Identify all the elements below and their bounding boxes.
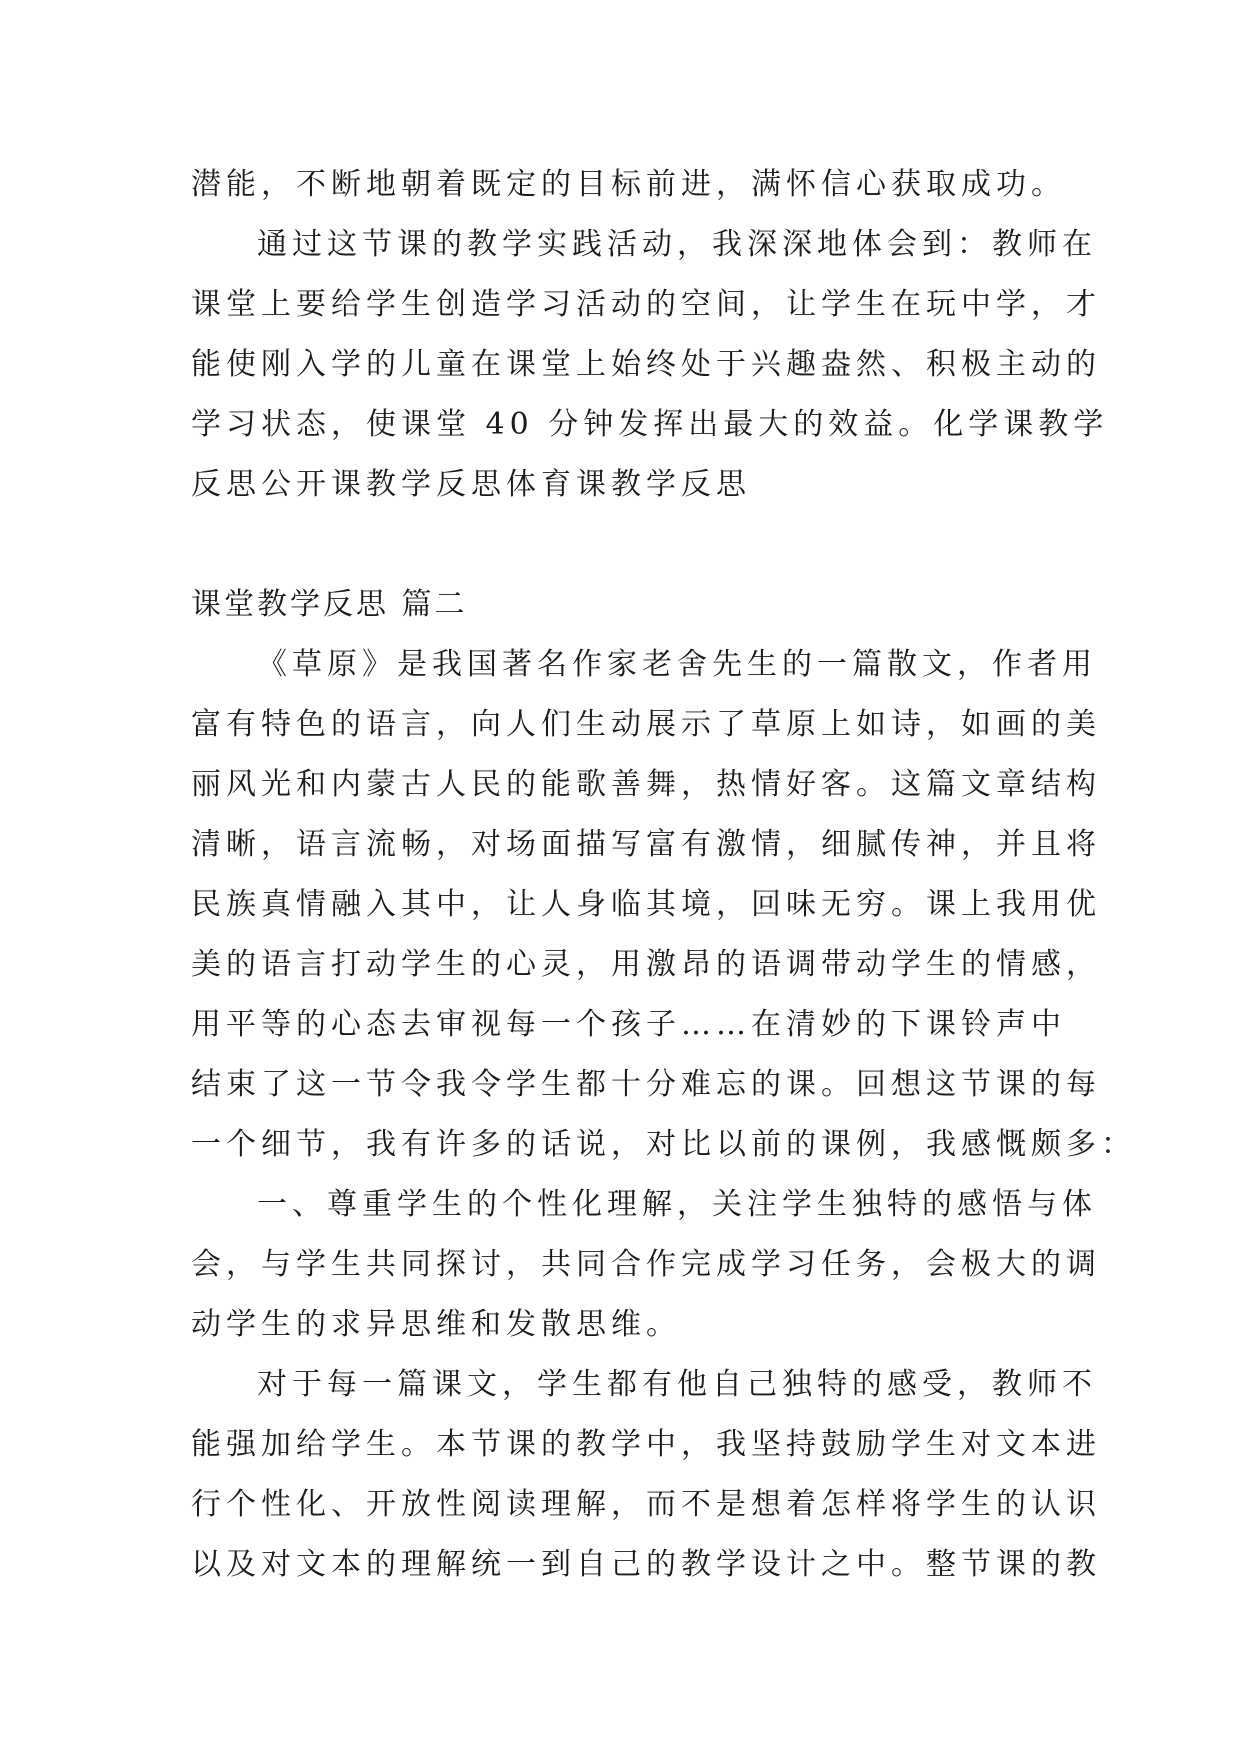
paragraph-line: 一个细节，我有许多的话说，对比以前的课例，我感慨颇多： — [191, 1127, 1136, 1162]
paragraph-line: 能强加给学生。本节课的教学中，我坚持鼓励学生对文本进 — [191, 1427, 1101, 1462]
paragraph-line: 行个性化、开放性阅读理解，而不是想着怎样将学生的认识 — [191, 1487, 1101, 1522]
document-body — [191, 155, 1136, 1595]
paragraph-line: 清晰，语言流畅，对场面描写富有激情，细腻传神，并且将 — [191, 827, 1101, 862]
paragraph-line: 结束了这一节令我令学生都十分难忘的课。回想这节课的每 — [191, 1067, 1101, 1102]
spacer — [191, 515, 1071, 575]
paragraph-line: 潜能，不断地朝着既定的目标前进，满怀信心获取成功。 — [191, 167, 1066, 202]
paragraph-line: 动学生的求异思维和发散思维。 — [191, 1307, 681, 1342]
section-heading: 课堂教学反思 篇二 — [191, 587, 468, 622]
paragraph-line: 课堂上要给学生创造学习活动的空间，让学生在玩中学，才 — [191, 287, 1101, 322]
paragraph-line: 民族真情融入其中，让人身临其境，回味无穷。课上我用优 — [191, 887, 1101, 922]
paragraph-line: 以及对文本的理解统一到自己的教学设计之中。整节课的教 — [191, 1547, 1101, 1582]
paragraph-line: 美的语言打动学生的心灵，用激昂的语调带动学生的情感， — [191, 947, 1101, 982]
paragraph-line: 通过这节课的教学实践活动，我深深地体会到：教师在 — [257, 227, 1097, 262]
paragraph-line: 会，与学生共同探讨，共同合作完成学习任务，会极大的调 — [191, 1247, 1101, 1282]
paragraph-line: 能使刚入学的儿童在课堂上始终处于兴趣盎然、积极主动的 — [191, 347, 1101, 382]
paragraph-line: 丽风光和内蒙古人民的能歌善舞，热情好客。这篇文章结构 — [191, 767, 1101, 802]
paragraph-line: 对于每一篇课文，学生都有他自己独特的感受，教师不 — [257, 1367, 1097, 1402]
paragraph-line: 富有特色的语言，向人们生动展示了草原上如诗，如画的美 — [191, 707, 1101, 742]
paragraph-line: 学习状态，使课堂 40 分钟发挥出最大的效益。化学课教学 — [191, 407, 1109, 442]
paragraph-line: 用平等的心态去审视每一个孩子……在清妙的下课铃声中 — [191, 1007, 1066, 1042]
paragraph-line: 《草原》是我国著名作家老舍先生的一篇散文，作者用 — [257, 647, 1097, 682]
paragraph-line: 反思公开课教学反思体育课教学反思 — [191, 467, 751, 502]
paragraph-line: 一、尊重学生的个性化理解，关注学生独特的感悟与体 — [257, 1187, 1097, 1222]
